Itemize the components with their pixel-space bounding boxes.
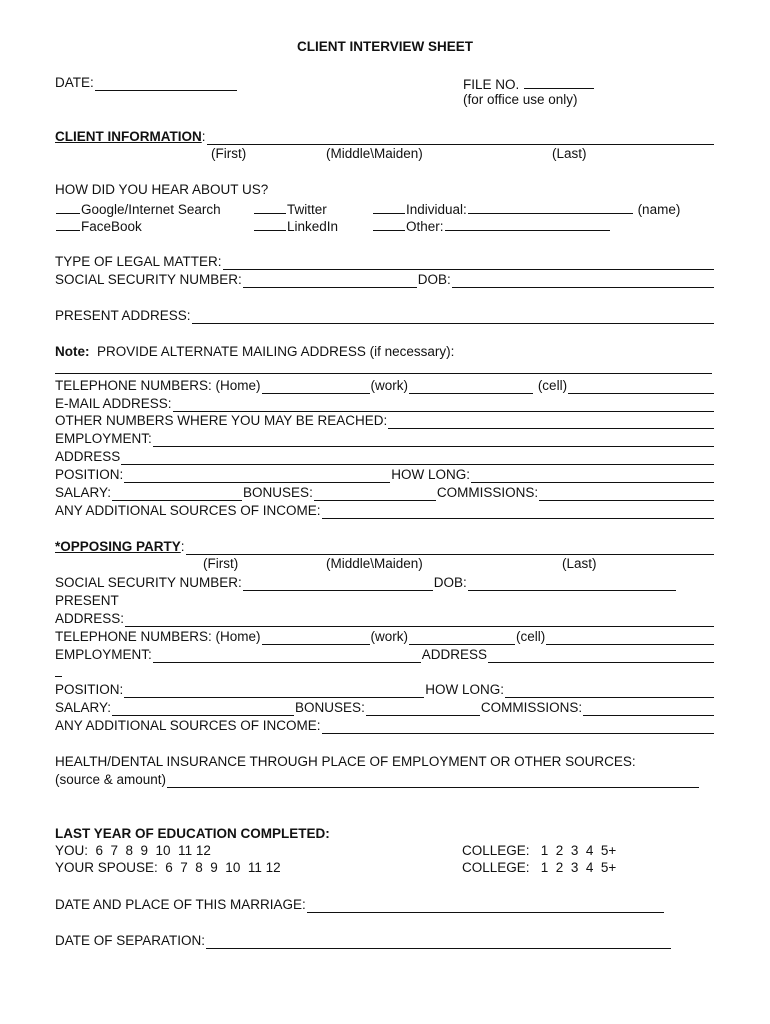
client-position-field[interactable]	[124, 469, 390, 483]
source-amount-field[interactable]	[167, 774, 699, 788]
how-long-label: HOW LONG:	[391, 467, 471, 482]
client-first-caption: (First)	[211, 146, 247, 161]
facebook-check[interactable]	[56, 217, 80, 231]
dob-label: DOB:	[417, 272, 451, 287]
address-label: ADDRESS	[55, 449, 121, 464]
client-salary-row	[55, 483, 715, 501]
client-work-phone-field[interactable]	[409, 380, 533, 394]
separation-field[interactable]	[206, 935, 671, 949]
hear-option-individual[interactable]: Individual: (name)	[372, 200, 680, 218]
marriage-row	[55, 895, 665, 913]
ssn-label: SOCIAL SECURITY NUMBER:	[55, 272, 242, 287]
client-name-field[interactable]	[207, 131, 715, 145]
client-commissions-field[interactable]	[539, 487, 714, 501]
commissions-label: COMMISSIONS:	[436, 485, 539, 500]
twitter-check[interactable]	[254, 200, 286, 214]
opposing-employer-address-field[interactable]	[488, 649, 714, 663]
additional-income-label: ANY ADDITIONAL SOURCES OF INCOME:	[55, 503, 321, 518]
client-dob-field[interactable]	[452, 274, 714, 288]
spouse-college-years[interactable]: 1 2 3 4 5+	[540, 860, 617, 875]
client-position-row	[55, 465, 715, 483]
client-ssn-field[interactable]	[243, 274, 417, 288]
hear-option-google[interactable]: Google/Internet Search	[55, 200, 221, 218]
opposing-additional-income-row	[55, 716, 715, 734]
bonuses-label: BONUSES:	[243, 485, 313, 500]
opposing-home-phone-field[interactable]	[262, 631, 370, 645]
client-cell-phone-field[interactable]	[568, 380, 714, 394]
opposing-phone-work-label: (work)	[370, 629, 409, 644]
opposing-address-row	[55, 609, 715, 627]
date-label: DATE:	[55, 75, 94, 90]
opposing-position-label: POSITION:	[55, 682, 124, 697]
salary-label: SALARY:	[55, 485, 112, 500]
opposing-ssn-row	[55, 573, 715, 591]
position-label: POSITION:	[55, 467, 124, 482]
opposing-employment-label: EMPLOYMENT:	[55, 647, 152, 662]
spouse-college-group	[462, 860, 616, 876]
client-home-phone-field[interactable]	[262, 380, 370, 394]
opposing-present-label: PRESENT	[55, 593, 119, 608]
individual-check[interactable]	[373, 200, 405, 214]
hear-option-twitter[interactable]: Twitter	[253, 200, 327, 218]
separation-label: DATE OF SEPARATION:	[55, 933, 206, 948]
file-no-label: FILE NO.	[463, 77, 520, 92]
opposing-dob-label: DOB:	[433, 575, 467, 590]
opposing-address-field[interactable]	[125, 613, 714, 627]
you-education[interactable]: YOU: 6 7 8 9 10 11 12	[55, 843, 211, 858]
opposing-employment-field[interactable]	[153, 649, 421, 663]
opposing-ssn-field[interactable]	[243, 577, 433, 591]
note-row	[55, 342, 715, 360]
hear-label: HOW DID YOU HEAR ABOUT US?	[55, 182, 269, 197]
client-additional-income-row	[55, 501, 715, 519]
opposing-first-caption: (First)	[203, 556, 239, 571]
client-employment-field[interactable]	[153, 433, 714, 447]
opposing-party-label: *OPPOSING PARTY	[55, 539, 181, 554]
client-phone-row	[55, 376, 715, 394]
email-field[interactable]	[173, 398, 714, 412]
opposing-phone-home-label: TELEPHONE NUMBERS: (Home)	[55, 629, 261, 644]
opposing-salary-label: SALARY:	[55, 700, 112, 715]
other-numbers-label: OTHER NUMBERS WHERE YOU MAY BE REACHED:	[55, 413, 388, 428]
health-row	[55, 752, 715, 770]
phone-cell-label: (cell)	[537, 378, 568, 393]
opposing-commissions-label: COMMISSIONS:	[480, 700, 583, 715]
present-address-field[interactable]	[192, 310, 714, 324]
source-amount-row	[55, 770, 700, 788]
client-ssn-row	[55, 270, 715, 288]
client-how-long-field[interactable]	[471, 469, 714, 483]
separation-row	[55, 931, 672, 949]
opposing-last-caption: (Last)	[562, 556, 597, 571]
email-label: E-MAIL ADDRESS:	[55, 396, 172, 411]
note-text: PROVIDE ALTERNATE MAILING ADDRESS (if necessary):	[97, 344, 455, 359]
opposing-commissions-field[interactable]	[583, 702, 714, 716]
individual-name-field[interactable]	[468, 200, 633, 214]
present-address-label: PRESENT ADDRESS:	[55, 308, 191, 323]
date-row	[55, 73, 715, 91]
opposing-name-field[interactable]	[186, 541, 714, 555]
opposing-party-row: *OPPOSING PARTY :	[55, 537, 715, 555]
opposing-address-label: ADDRESS:	[55, 611, 125, 626]
client-salary-field[interactable]	[112, 487, 242, 501]
note-label: Note:	[55, 344, 90, 359]
other-check[interactable]	[373, 217, 405, 231]
opposing-how-long-label: HOW LONG:	[425, 682, 505, 697]
opposing-employment-row	[55, 645, 715, 663]
phone-home-label: TELEPHONE NUMBERS: (Home)	[55, 378, 261, 393]
client-additional-income-field[interactable]	[322, 505, 714, 519]
form-title: CLIENT INTERVIEW SHEET	[296, 39, 473, 54]
opposing-position-field[interactable]	[124, 684, 424, 698]
legal-matter-row	[55, 252, 715, 270]
linkedin-check[interactable]	[254, 217, 286, 231]
phone-work-label: (work)	[370, 378, 409, 393]
you-college-years[interactable]: 1 2 3 4 5+	[540, 843, 617, 858]
client-employer-address-field[interactable]	[121, 451, 714, 465]
google-check[interactable]	[56, 200, 80, 214]
file-no-group	[463, 75, 595, 93]
file-no-field[interactable]	[524, 75, 594, 89]
hear-label-row	[55, 180, 715, 198]
hear-option-other[interactable]: Other:	[372, 217, 611, 235]
opposing-employer-address-label: ADDRESS	[421, 647, 488, 662]
client-employment-row	[55, 429, 715, 447]
opposing-position-row	[55, 680, 715, 698]
opposing-ssn-label: SOCIAL SECURITY NUMBER:	[55, 575, 242, 590]
spouse-education[interactable]: YOUR SPOUSE: 6 7 8 9 10 11 12	[55, 860, 281, 875]
present-address-row	[55, 306, 715, 324]
marriage-label: DATE AND PLACE OF THIS MARRIAGE:	[55, 897, 306, 912]
opposing-dob-field[interactable]	[468, 577, 676, 591]
date-field[interactable]	[95, 77, 237, 91]
email-row	[55, 394, 715, 412]
opposing-bonuses-field[interactable]	[366, 702, 480, 716]
opposing-phone-cell-label: (cell)	[516, 629, 546, 644]
other-field[interactable]	[445, 217, 610, 231]
client-info-label: CLIENT INFORMATION	[55, 129, 202, 144]
alternate-address-field[interactable]	[55, 373, 712, 374]
opposing-cell-phone-field[interactable]	[546, 631, 714, 645]
source-amount-label: (source & amount)	[55, 772, 167, 787]
client-bonuses-field[interactable]	[314, 487, 436, 501]
opposing-salary-field[interactable]	[112, 702, 294, 716]
client-last-caption: (Last)	[552, 146, 587, 161]
employment-label: EMPLOYMENT:	[55, 431, 152, 446]
client-info-row: CLIENT INFORMATION :	[55, 127, 715, 145]
hear-option-linkedin[interactable]: LinkedIn	[253, 217, 338, 235]
legal-matter-label: TYPE OF LEGAL MATTER:	[55, 254, 222, 269]
education-label: LAST YEAR OF EDUCATION COMPLETED:	[55, 826, 330, 841]
opposing-work-phone-field[interactable]	[409, 631, 515, 645]
client-employer-address-row	[55, 447, 715, 465]
opposing-present-row	[55, 591, 715, 609]
opposing-salary-row	[55, 698, 715, 716]
you-college-group	[462, 843, 616, 859]
opposing-bonuses-label: BONUSES:	[295, 700, 365, 715]
hear-option-facebook[interactable]: FaceBook	[55, 217, 142, 235]
opposing-additional-income-field[interactable]	[322, 720, 714, 734]
form-title-row	[55, 37, 715, 55]
education-row	[55, 824, 715, 842]
opposing-phone-row	[55, 627, 715, 645]
client-middle-caption: (Middle\Maiden)	[326, 146, 423, 161]
other-numbers-row	[55, 411, 715, 429]
opposing-middle-caption: (Middle\Maiden)	[326, 556, 423, 571]
spouse-college-label: COLLEGE:	[462, 860, 530, 875]
stray-rule	[55, 676, 62, 677]
health-label: HEALTH/DENTAL INSURANCE THROUGH PLACE OF EMPLOYMENT OR OTHER SOURCES:	[55, 754, 636, 769]
opposing-how-long-field[interactable]	[505, 684, 714, 698]
office-use-note: (for office use only)	[463, 92, 578, 107]
opposing-additional-income-label: ANY ADDITIONAL SOURCES OF INCOME:	[55, 718, 321, 733]
marriage-field[interactable]	[307, 899, 664, 913]
legal-matter-field[interactable]	[223, 256, 714, 270]
you-college-label: COLLEGE:	[462, 843, 530, 858]
other-numbers-field[interactable]	[388, 415, 714, 429]
